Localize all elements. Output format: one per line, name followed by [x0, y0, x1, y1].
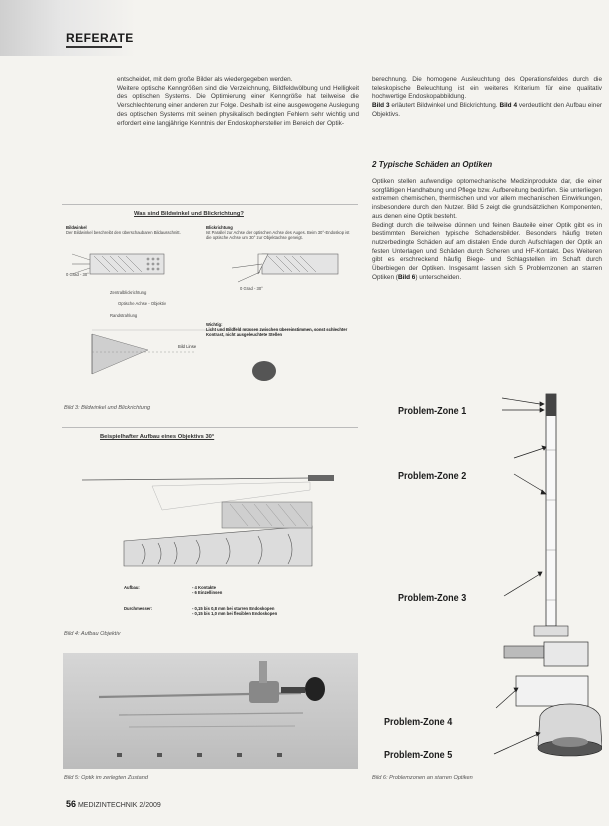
- light-connector-drawing: [504, 646, 544, 658]
- right-paragraph-1: berechnung. Die homogene Ausleuchtung des Operationsfeldes durch die teleskopische Beleuchtung ist ein weiteres Kriterium für eine qualitativ hochwertige Endoskopabbildung.: [372, 76, 602, 101]
- left-paragraph-1: entscheidet, mit dem große Bilder als wiedergegeben werden.: [117, 76, 293, 83]
- section-label: REFERATE: [66, 31, 134, 45]
- endoscope-distal-end: [308, 475, 334, 481]
- right-column-text-2: [372, 178, 602, 282]
- view-cone: [92, 334, 148, 374]
- label-deg-right: 0 Grad - 30°: [240, 286, 263, 291]
- wichtig-note: Wichtig: Licht und Bildfeld müssen zwischen übereinstimmen, sonst schlechter Kontrast, nicht ausgeleuchtete Stellen: [206, 322, 348, 338]
- endoscope-shaft: [82, 478, 312, 480]
- optic-body: [249, 681, 279, 703]
- figure-3-title: Was sind Bildwinkel und Blickrichtung?: [134, 211, 244, 217]
- right-paragraph-2: Bild 3 erläutert Bildwinkel und Blickrichtung. Bild 4 verdeutlicht den Aufbau einer Objektivs.: [372, 102, 603, 118]
- figure-3-caption: Bild 3: Bildwinkel und Blickrichtung: [64, 405, 151, 411]
- right-paragraph-3: Optiken stellen aufwendige optomechanische Medizinprodukte dar, die einer sorgfältigen Handhabung und Pflege bzw. Aufbereitung bedürfen. Sie unterliegen extremen chemischen, thermischen und vor allem mechanischen Einwirkungen, insbesondere durch den Nutzer. Bild 5 zeigt die grundsätzlichen Komponenten, aus denen eine Optik besteht.: [372, 178, 602, 220]
- page-number: 56: [66, 799, 77, 809]
- problem-zone-4: Problem-Zone 4: [384, 716, 453, 728]
- optic-shaft-drawing: [546, 394, 556, 626]
- page-footer: [66, 799, 161, 809]
- fibers-left: [147, 258, 160, 271]
- section-heading: 2 Typische Schäden an Optiken: [372, 160, 493, 169]
- durchmesser-values: - 0,15 bis 0,8 mm bei starren Endoskopen - 0,15 bis 1,0 mm bei flexiblen Endoskopen: [192, 606, 278, 617]
- problem-zone-2: Problem-Zone 2: [398, 470, 467, 482]
- figure-5-caption: Bild 5: Optik im zerlegten Zustand: [64, 775, 148, 781]
- left-paragraph-2: Weitere optische Kenngrößen sind die Verzeichnung, Bildfeldwölbung und Helligkeit des optischen Systems. Die Optimierung einer Kenngröße hat teilweise die Verschlechterung einer anderen zur Folge. Deshalb ist eine ausgewogene Auslegung des optischen Systems mit seinen physikalisch bedingten Fehlern sehr wichtig und erfordert eine langjährige Kenntnis der Endoskophersteller im Bereich der Optik-: [117, 84, 359, 127]
- problem-zone-5: Problem-Zone 5: [384, 749, 453, 761]
- lens-image: [252, 361, 276, 381]
- figure-4-rule: [62, 427, 358, 428]
- header-rule: [66, 46, 122, 48]
- label-deg-left: 0 Grad - 30°: [66, 272, 89, 277]
- figure-4-title: Beispielhafter Aufbau eines Objektivs 30°: [100, 434, 215, 440]
- problem-zone-1: Problem-Zone 1: [398, 405, 467, 417]
- right-paragraph-4: Bedingt durch die teilweise dünnen und feinen Bauteile einer Optik gibt es in bestimmten Bereichen typische Schadensbilder. Besonders häufig treten nutzerbedingte Schäden auf am distalen Ende durch Aufschlagen der Optik an festen Unterlagen und Schäden durch Scheren und HF-Kontakt. Des Weiteren gibt es erschreckend häufig Biege- und Schlagstellen im Schaft durch Überbiegen der Optiken. Insgesamt lassen sich 5 Problemzonen an starren Optiken (Bild 6) unterscheiden.: [372, 221, 602, 281]
- label-optische-achse: Optische Achse - Objektiv: [118, 301, 166, 306]
- figure-6-caption: Bild 6: Problemzonen an starren Optiken: [372, 775, 473, 781]
- journal-name: MEDIZINTECHNIK 2/2009: [77, 802, 161, 809]
- figure-6-drawing: [460, 390, 602, 772]
- eyepiece: [305, 677, 325, 701]
- light-connector: [259, 661, 267, 683]
- figure-3-diagram: [62, 242, 358, 392]
- problem-zone-3: Problem-Zone 3: [398, 592, 467, 604]
- figure-4-diagram: [62, 446, 358, 581]
- distal-tip: [546, 394, 556, 416]
- aufbau-values: - 4 Kontakte - 6 Einzellinsen: [192, 585, 223, 596]
- right-column-text: [372, 76, 602, 120]
- label-randstrahl: Randstrahlung: [110, 313, 138, 318]
- objective-cross-section: [124, 526, 312, 566]
- bildwinkel-block: Bildwinkel Der Bildwinkel beschreibt den überschaubaren Bildausschnitt.: [66, 225, 181, 236]
- figure-4-caption: Bild 4: Aufbau Objektiv: [64, 631, 121, 637]
- durchmesser-label: Durchmesser:: [124, 606, 153, 611]
- label-zentralblick: Zentralblickrichtung: [110, 290, 147, 295]
- left-column-text: [117, 76, 359, 128]
- figure-5-photo: [63, 653, 358, 769]
- bild-linse-label: Bild Linse: [178, 344, 197, 349]
- blickrichtung-block: Blickrichtung Ist Parallel zur Achse der optischen Achse des Auges. Beim 30°-Endoskop ist die optische Achse um 30° zur Objektachse geneigt.: [206, 225, 350, 241]
- aufbau-label: Aufbau:: [124, 585, 140, 590]
